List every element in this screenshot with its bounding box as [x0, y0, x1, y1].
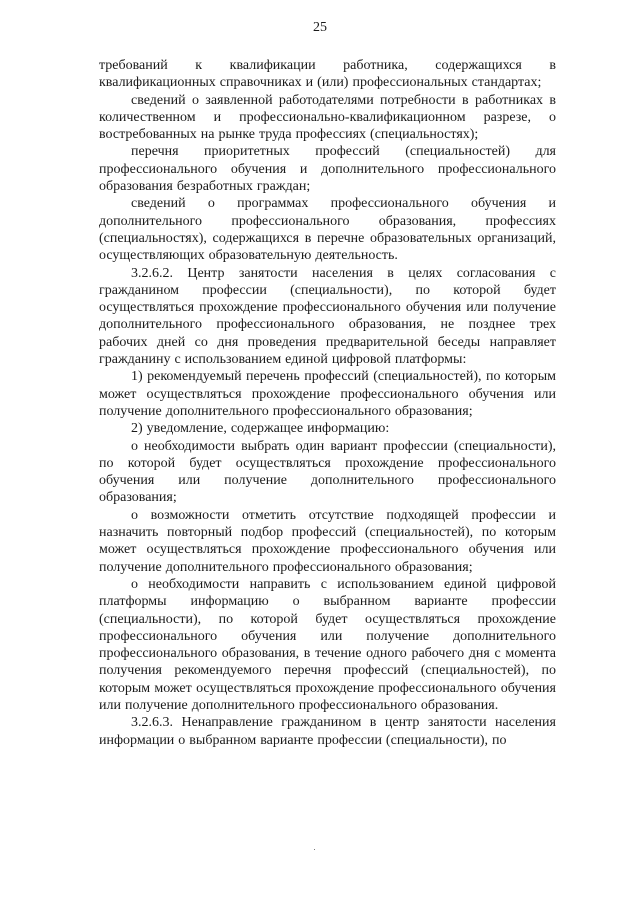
paragraph-section-3-2-6-2: 3.2.6.2. Центр занятости населения в целях согласования с гражданином профессии (специальности), по которой будет осуществляться прохождение профессионального обучения или получение дополнительного профессионального образования, не позднее трех рабочих дней со дня проведения предварительной беседы направляет гражданину с использованием единой цифровой платформы: [99, 265, 556, 368]
page-number: 25 [313, 20, 327, 35]
notice-item-repeat-selection: о возможности отметить отсутствие подходящей профессии и назначить повторный подбор профессий (специальностей), по которым может осуществляться прохождение профессионального обучения или получение дополнительного профессионального образования; [99, 507, 556, 575]
notice-item-send-choice: о необходимости направить с использованием единой цифровой платформы информацию о выбранном варианте профессии (специальности), по которой будет осуществляться прохождение профессионального обучения или получение дополнительного профессионального образования, в течение одного рабочего дня с момента получения рекомендуемого перечня профессий (специальностей), по которым может осуществляться прохождение профессионального обучения или получение дополнительного профессионального образования. [99, 576, 556, 713]
list-item-1: 1) рекомендуемый перечень профессий (специальностей), по которым может осуществляться прохождение профессионального обучения или получение дополнительного профессионального образования; [99, 369, 556, 419]
paragraph-priority-professions: перечня приоритетных профессий (специальностей) для профессионального обучения и дополнительного профессионального образования безработных граждан; [99, 144, 556, 195]
paragraph-employer-demand: сведений о заявленной работодателями потребности в работниках в количественном и профессионально-квалификационном разрезе, о востребованных на рынке труда профессиях (специальностях); [99, 92, 556, 143]
notice-item-choose-profession: о необходимости выбрать один вариант профессии (специальности), по которой будет осуществляться прохождение профессионального обучения или получение дополнительного профессионального образования; [99, 438, 556, 506]
document-body [99, 57, 556, 749]
scan-speck [314, 849, 315, 850]
paragraph-section-3-2-6-3: 3.2.6.3. Ненаправление гражданином в центр занятости населения информации о выбранном варианте профессии (специальности), по [99, 715, 556, 748]
paragraph-qualification-requirements: требований к квалификации работника, содержащихся в квалификационных справочниках и (или) профессиональных стандартах; [99, 58, 556, 91]
list-item-2: 2) уведомление, содержащее информацию: [131, 421, 390, 437]
paragraph-education-programs: сведений о программах профессионального обучения и дополнительного профессионального образования, профессиях (специальностях), содержащихся в перечне образовательных организаций, осуществляющих образовательную деятельность. [99, 196, 556, 264]
